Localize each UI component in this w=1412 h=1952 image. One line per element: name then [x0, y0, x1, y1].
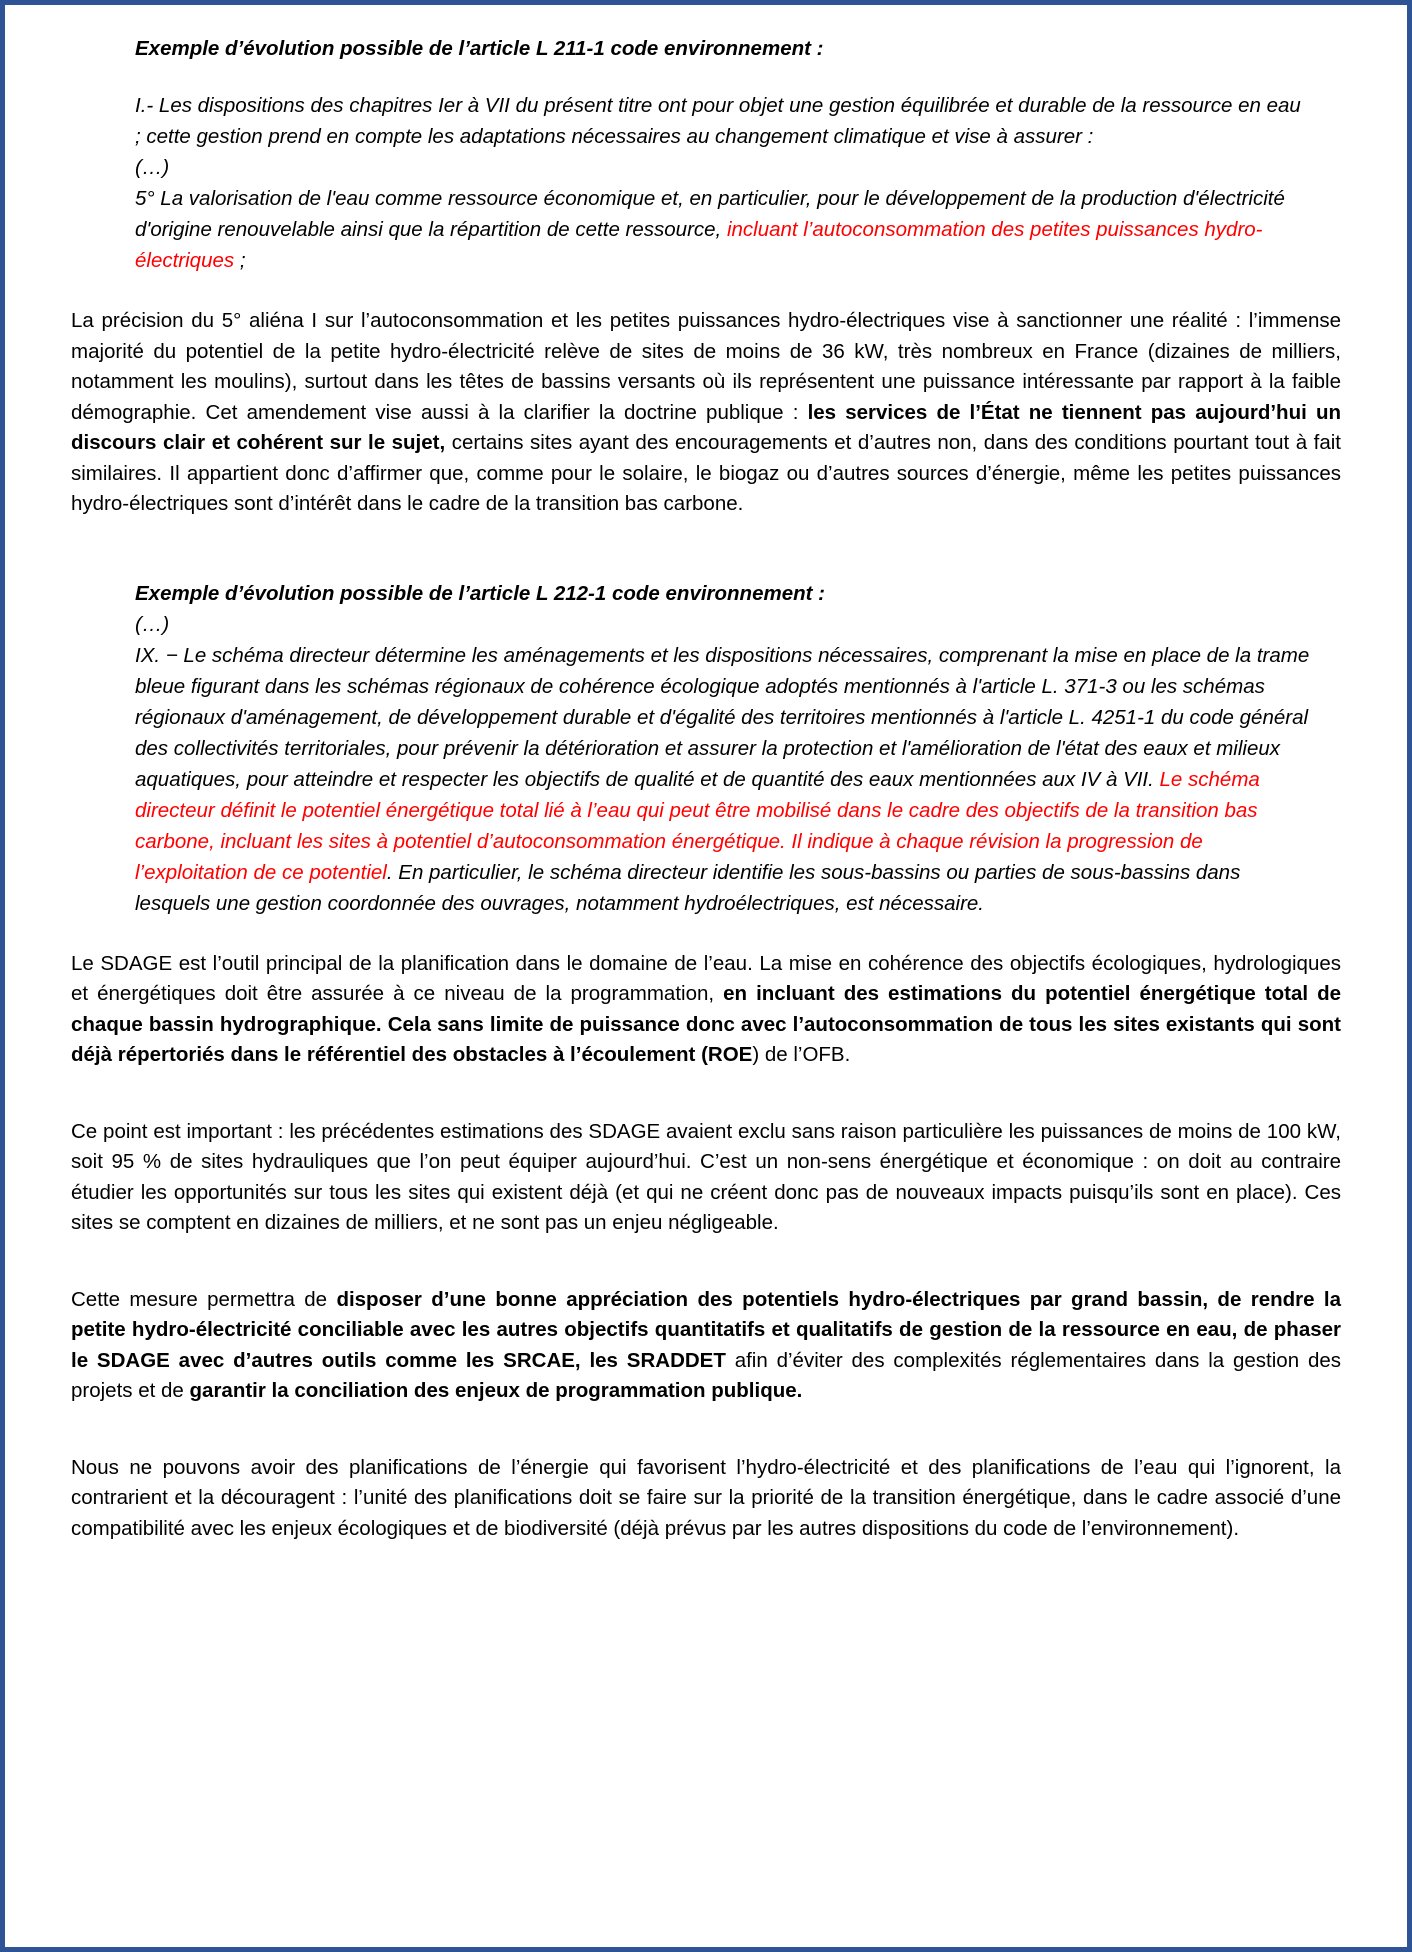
spacer: [71, 520, 1341, 578]
paragraph-sdage-part-b: ) de l’OFB.: [752, 1043, 851, 1066]
paragraph-mesure-bold-1: disposer d’une bonne appréciation des potentiels hydro-électriques par grand bassin, de rendre la petite hydro-électricité conciliable avec les autres objectifs quantitatifs et qualitatifs de gestion de la ressource en eau, de phaser le SDAGE avec d’autres outils comme les SRCAE, les SRADDET: [71, 1287, 1342, 1372]
example-l211-1-title: Exemple d’évolution possible de l’article L 211-1 code environnement :: [135, 37, 824, 60]
spacer: [71, 919, 1341, 949]
paragraph-precision-part-b: certains sites ayant des encouragements et d’autres non, dans des conditions pourtant tout à fait similaires. Il appartient donc d’affirmer que, comme pour le solaire, le biogaz ou d’autres sources d’énergie, même les petites puissances hydro-électriques sont d’intérêt dans le cadre de la transition bas carbone.: [71, 431, 1341, 515]
paragraph-precision-bold: les services de l’État ne tiennent pas aujourd’hui un discours clair et cohérent sur le sujet,: [71, 400, 1341, 454]
example-l211-1-paragraph-2-tail: ;: [234, 249, 246, 272]
example-l212-1-black-part-2: . En particulier, le schéma directeur identifie les sous-bassins ou parties de sous-bassins dans lesquels une gestion coordonnée des ouvrages, notamment hydroélectriques, est nécessaire.: [135, 860, 1241, 915]
example-l212-1-red-part: Le schéma directeur définit le potentiel énergétique total lié à l’eau qui peut être mobilisé dans le cadre des objectifs de la transition bas carbone, incluant les sites à potentiel d’autoconsommation énergétique. Il indique à chaque révision la progression de l’exploitation de ce potentiel: [135, 767, 1260, 884]
example-l211-1-ellipsis: (…): [135, 156, 170, 179]
example-l212-1-black-part-1: IX. − Le schéma directeur détermine les aménagements et les dispositions nécessaires, comprenant la mise en place de la trame bleue figurant dans les schémas régionaux de cohérence écologique adoptés mentionnés à l'article L. 371-3 ou les schémas régionaux d'aménagement, de développement durable et d'égalité des territoires mentionnés à l'article L. 4251-1 du code général des collectivités territoriales, pour prévenir la détérioration et assurer la protection et l'amélioration de l'état des eaux et milieux aquatiques, pour atteindre et respecter les objectifs de qualité et de quantité des eaux mentionnées aux IV à VII.: [135, 643, 1310, 791]
example-l211-1-paragraph-2-black: 5° La valorisation de l'eau comme ressource économique et, en particulier, pour le développement de la production d'électricité d'origine renouvelable ainsi que la répartition de cette ressource,: [135, 187, 1285, 241]
example-l211-1-paragraph-2: [135, 183, 1311, 276]
example-l212-1-ellipsis: (…): [135, 612, 170, 636]
example-block-l212-1: [135, 578, 1311, 919]
paragraph-precision-part-a: La précision du 5° aliéna I sur l’autoconsommation et les petites puissances hydro-électriques vise à sanctionner une réalité : l’immense majorité du potentiel de la petite hydro-électricité relève de sites de moins de 36 kW, très nombreux en France (dizaines de milliers, notamment les moulins), surtout dans les têtes de bassins versants où ils représentent une puissance intéressante par rapport à la faible démographie. Cet amendement vise aussi à la clarifier la doctrine publique :: [71, 309, 1341, 424]
example-l211-1-paragraph-2-red: incluant l’autoconsommation des petites puissances hydro-électriques: [135, 218, 1263, 272]
paragraph-sdage-part-a: Le SDAGE est l’outil principal de la planification dans le domaine de l’eau. La mise en cohérence des objectifs écologiques, hydrologiques et énergétiques doit être assurée à ce niveau de la programmation,: [71, 951, 1341, 1005]
example-l212-1-paragraph: [135, 640, 1311, 919]
spacer: [71, 1407, 1341, 1453]
example-block-l211-1: [135, 33, 1311, 276]
spacer: [71, 1239, 1341, 1285]
document-body: [5, 5, 1407, 1544]
paragraph-sdage-outil: [71, 949, 1341, 1071]
paragraph-sdage-bold: en incluant des estimations du potentiel énergétique total de chaque bassin hydrographique. Cela sans limite de puissance donc avec l’autoconsommation de tous les sites existants qui sont déjà répertoriés dans le référentiel des obstacles à l’écoulement (ROE: [71, 982, 1341, 1066]
example-l212-1-title: Exemple d’évolution possible de l’article L 212-1 code environnement :: [135, 581, 825, 605]
paragraph-mesure-part-b: afin d’éviter des complexités réglementaires dans la gestion des projets et de: [71, 1348, 1341, 1402]
paragraph-cette-mesure: [71, 1285, 1341, 1407]
paragraph-mesure-part-a: Cette mesure permettra de: [71, 1287, 337, 1311]
spacer: [71, 276, 1341, 306]
paragraph-precision-alinea: [71, 306, 1341, 520]
paragraph-point-important: Ce point est important : les précédentes estimations des SDAGE avaient exclu sans raison particulière les puissances de moins de 100 kW, soit 95 % de sites hydrauliques que l’on peut équiper aujourd’hui. C’est un non-sens énergétique et économique : on doit au contraire étudier les opportunités sur tous les sites qui existent déjà (et qui ne créent donc pas de nouveaux impacts puisqu’ils sont en place). Ces sites se comptent en dizaines de milliers, et ne sont pas un enjeu négligeable.: [71, 1119, 1341, 1234]
example-l211-1-paragraph-1: I.- Les dispositions des chapitres Ier à VII du présent titre ont pour objet une gestion équilibrée et durable de la ressource en eau ; cette gestion prend en compte les adaptations nécessaires au changement climatique et vise à assurer :: [135, 94, 1301, 148]
paragraph-mesure-bold-2: garantir la conciliation des enjeux de programmation publique.: [189, 1379, 803, 1402]
spacer: [71, 1071, 1341, 1117]
paragraph-planifications: Nous ne pouvons avoir des planifications de l’énergie qui favorisent l’hydro-électricité et des planifications de l’eau qui l’ignorent, la contrarient et la découragent : l’unité des planifications doit se faire sur la priorité de la transition énergétique, dans le cadre associé d’une compatibilité avec les enjeux écologiques et de biodiversité (déjà prévus par les autres dispositions du code de l’environnement).: [71, 1455, 1341, 1540]
